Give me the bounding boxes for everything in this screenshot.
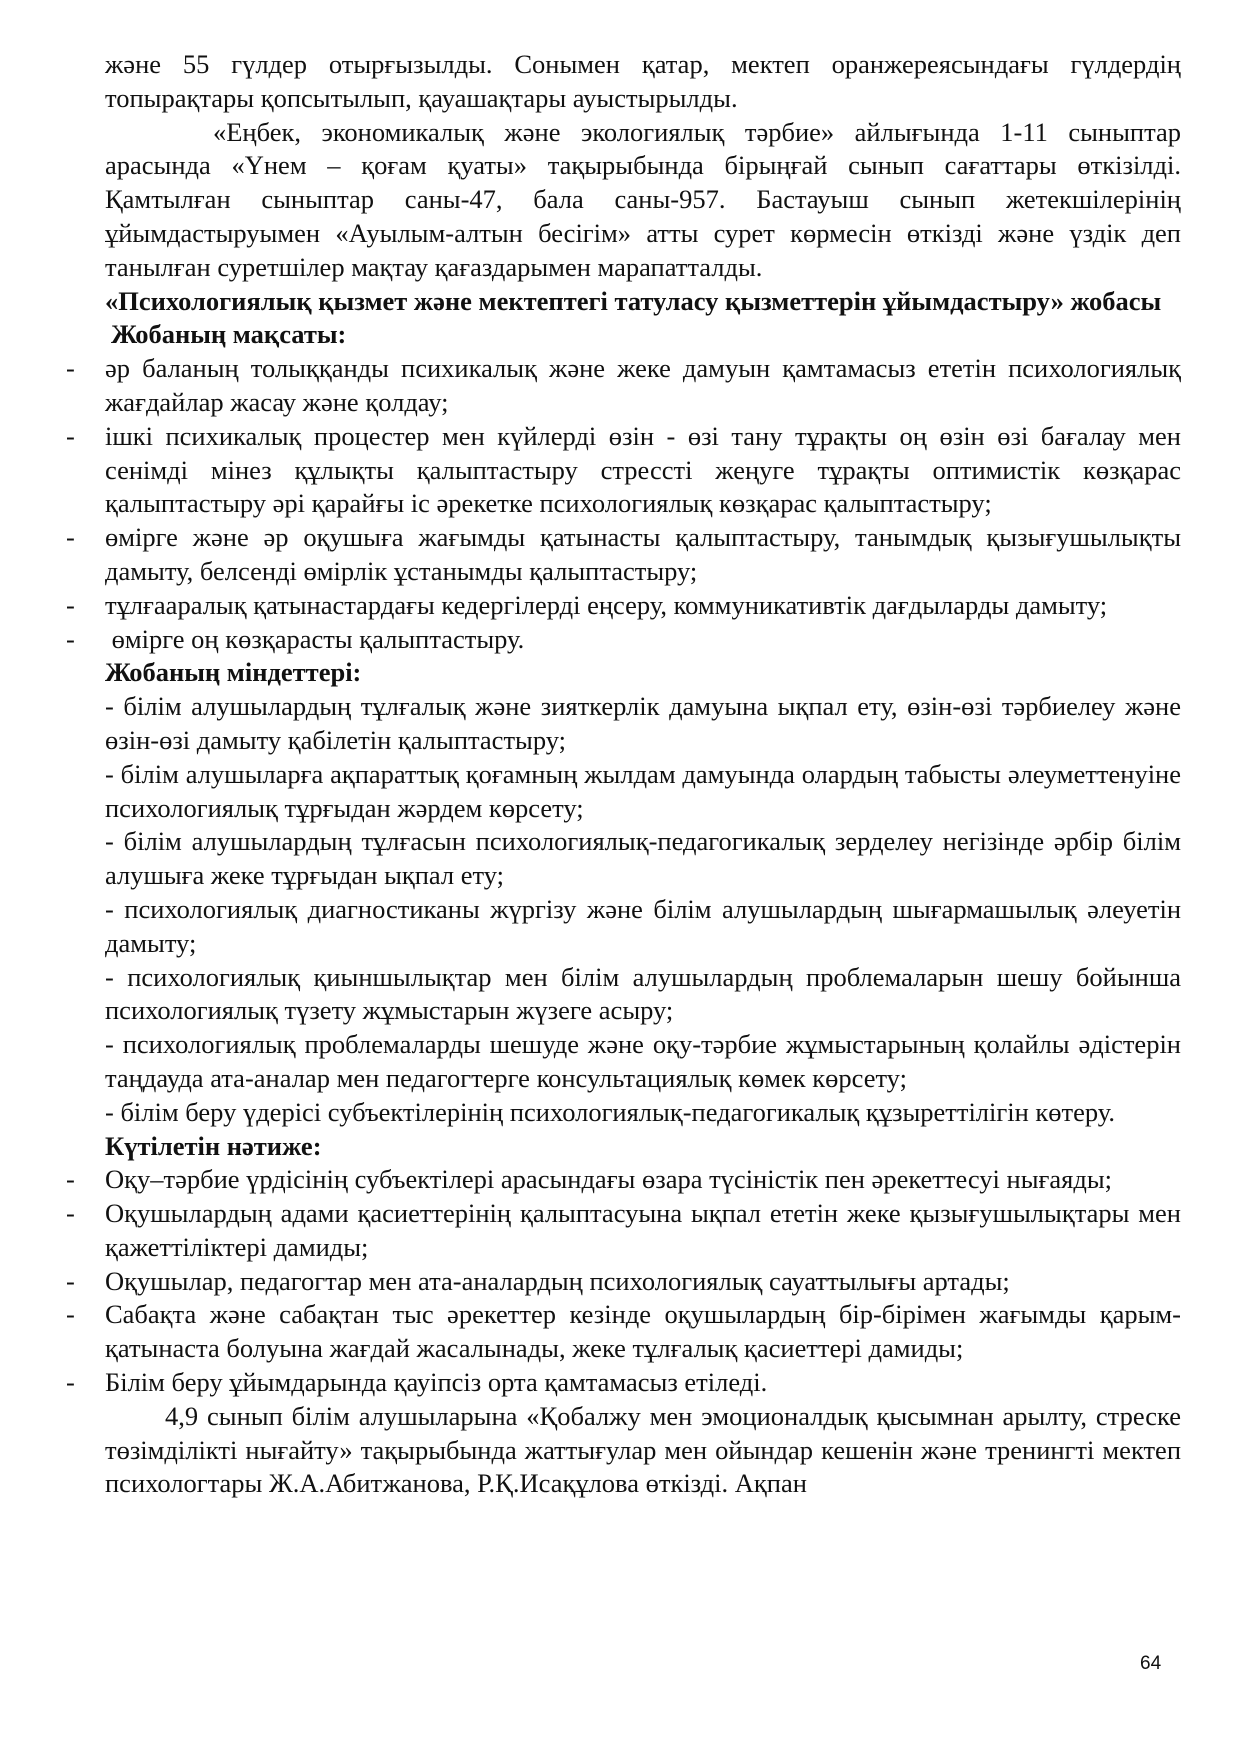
goals-list bbox=[66, 352, 1181, 656]
list-item bbox=[66, 1163, 1181, 1197]
list-marker: - bbox=[66, 1198, 75, 1229]
list-item bbox=[66, 1366, 1181, 1400]
list-item-text: өмірге оң көзқарасты қалыптастыру. bbox=[105, 623, 525, 654]
list-marker: - bbox=[66, 1265, 75, 1296]
tasks-block bbox=[105, 656, 1181, 1163]
list-marker: - bbox=[66, 522, 75, 553]
paragraph: және 55 гүлдер отырғызылды. Сонымен қатар, мектеп оранжереясындағы гүлдердің топырақтары қопсытылып, қауашақтары ауыстырылды. bbox=[105, 49, 1181, 113]
list-item-text: Білім беру ұйымдарында қауіпсіз орта қамтамасыз етіледі. bbox=[105, 1367, 768, 1398]
intro-block bbox=[105, 48, 1181, 352]
list-item-text: Сабақта және сабақтан тыс әрекеттер кезінде оқушылардың бір-бірімен жағымды қарым-қатынаста болуына жағдай жасалынады, жеке тұлғалық қасиеттері дамиды; bbox=[105, 1299, 1181, 1364]
list-item bbox=[66, 1197, 1181, 1265]
paragraph: «Еңбек, экономикалық және экологиялық тәрбие» айлығында 1-11 сыныптар арасында «Үнем – қоғам қуаты» тақырыбында бірыңғай сынып сағаттары өткізілді. Қамтылған сыныптар саны-47, бала саны-957. Бастауыш сынып жетекшілерінің ұйымдастыруымен «Ауылым-алтын бесігім» атты сурет көрмесін өткізді және үздік деп танылған суретшілер мақтау қағаздарымен марапатталды. bbox=[105, 116, 1181, 282]
list-item bbox=[66, 420, 1181, 521]
list-item-text: тұлғааралық қатынастардағы кедергілерді еңсеру, коммуникативтік дағдыларды дамыту; bbox=[105, 589, 1108, 620]
list-item-text: өмірге және әр оқушыға жағымды қатынасты қалыптастыру, танымдық қызығушылықты дамыту, белсенді өмірлік ұстанымды қалыптастыру; bbox=[105, 522, 1181, 586]
list-item bbox=[66, 521, 1181, 589]
list-item-text: ішкі психикалық процестер мен күйлерді өзін - өзі тану тұрақты оң өзін өзі бағалау мен сенімді мінез құлықты қалыптастыру стрессті жеңуге тұрақты оптимистік көзқарас қалыптастыру әрі қарайғы іс әрекетке психологиялық көзқарас қалыптастыру; bbox=[105, 420, 1181, 519]
list-item bbox=[66, 1265, 1181, 1299]
list-item-text: Оқушылар, педагогтар мен ата-аналардың психологиялық сауаттылығы артады; bbox=[105, 1265, 1010, 1296]
task-item: - психологиялық проблемаларды шешуде және оқу-тәрбие жұмыстарының қолайлы әдістерін таңдауда ата-аналар мен педагогтерге консультациялық көмек көрсету; bbox=[105, 1029, 1181, 1093]
list-marker: - bbox=[66, 1367, 75, 1398]
list-marker: - bbox=[66, 1299, 75, 1330]
results-list bbox=[66, 1163, 1181, 1400]
list-marker: - bbox=[66, 589, 75, 620]
task-item: - білім алушыларға ақпараттық қоғамның жылдам дамуында олардың табысты әлеуметтенуіне психологиялық тұрғыдан жәрдем көрсету; bbox=[105, 758, 1181, 823]
task-item: - психологиялық қиыншылықтар мен білім алушылардың проблемаларын шешу бойынша психологиялық түзету жұмыстарын жүзеге асыру; bbox=[105, 961, 1181, 1026]
list-item bbox=[66, 589, 1181, 623]
paragraph: 4,9 сынып білім алушыларына «Қобалжу мен эмоционалдық қысымнан арылту, стреске төзімділікті нығайту» тақырыбында жаттығулар мен ойындар кешенін және тренингті мектеп психологтары Ж.А.Абитжанова, Р.Қ.Исақұлова өткізді. Ақпан bbox=[105, 1400, 1181, 1499]
list-item-text: Оқу–тәрбие үрдісінің субъектілері арасындағы өзара түсіністік пен әрекеттесуі нығаяды; bbox=[105, 1164, 1112, 1195]
list-item bbox=[66, 623, 1181, 657]
page-content bbox=[66, 48, 1181, 1501]
list-item-text: Оқушылардың адами қасиеттерінің қалыптасуына ықпал ететін жеке қызығушылықтары мен қажеттіліктері дамиды; bbox=[105, 1198, 1181, 1262]
section-heading-tasks: Жобаның міндеттері: bbox=[105, 657, 362, 688]
task-item: - білім алушылардың тұлғасын психологиялық-педагогикалық зерделеу негізінде әрбір білім алушыға жеке тұрғыдан ықпал ету; bbox=[105, 826, 1181, 891]
task-item: - психологиялық диагностиканы жүргізу және білім алушылардың шығармашылық әлеуетін дамыту; bbox=[105, 893, 1181, 958]
list-marker: - bbox=[66, 1164, 75, 1195]
list-marker: - bbox=[66, 420, 75, 451]
list-marker: - bbox=[66, 353, 75, 384]
list-item bbox=[66, 1298, 1181, 1366]
task-item: - білім беру үдерісі субъектілерінің психологиялық-педагогикалық құзыреттілігін көтеру. bbox=[105, 1096, 1116, 1127]
page-number: 64 bbox=[1140, 1653, 1162, 1674]
closing-block bbox=[105, 1400, 1181, 1501]
list-item bbox=[66, 352, 1181, 420]
project-title: «Психологиялық қызмет және мектептегі татуласу қызметтерін ұйымдастыру» жобасы bbox=[105, 285, 1162, 316]
list-item-text: әр баланың толыққанды психикалық және жеке дамуын қамтамасыз ететін психологиялық жағдайлар жасау және қолдау; bbox=[105, 353, 1181, 417]
section-heading-goals: Жобаның мақсаты: bbox=[111, 319, 347, 350]
section-heading-results: Күтілетін нәтиже: bbox=[105, 1130, 322, 1161]
task-item: - білім алушылардың тұлғалық және зияткерлік дамуына ықпал ету, өзін-өзі тәрбиелеу және өзін-өзі дамыту қабілетін қалыптастыру; bbox=[105, 691, 1181, 755]
list-marker: - bbox=[66, 623, 75, 654]
